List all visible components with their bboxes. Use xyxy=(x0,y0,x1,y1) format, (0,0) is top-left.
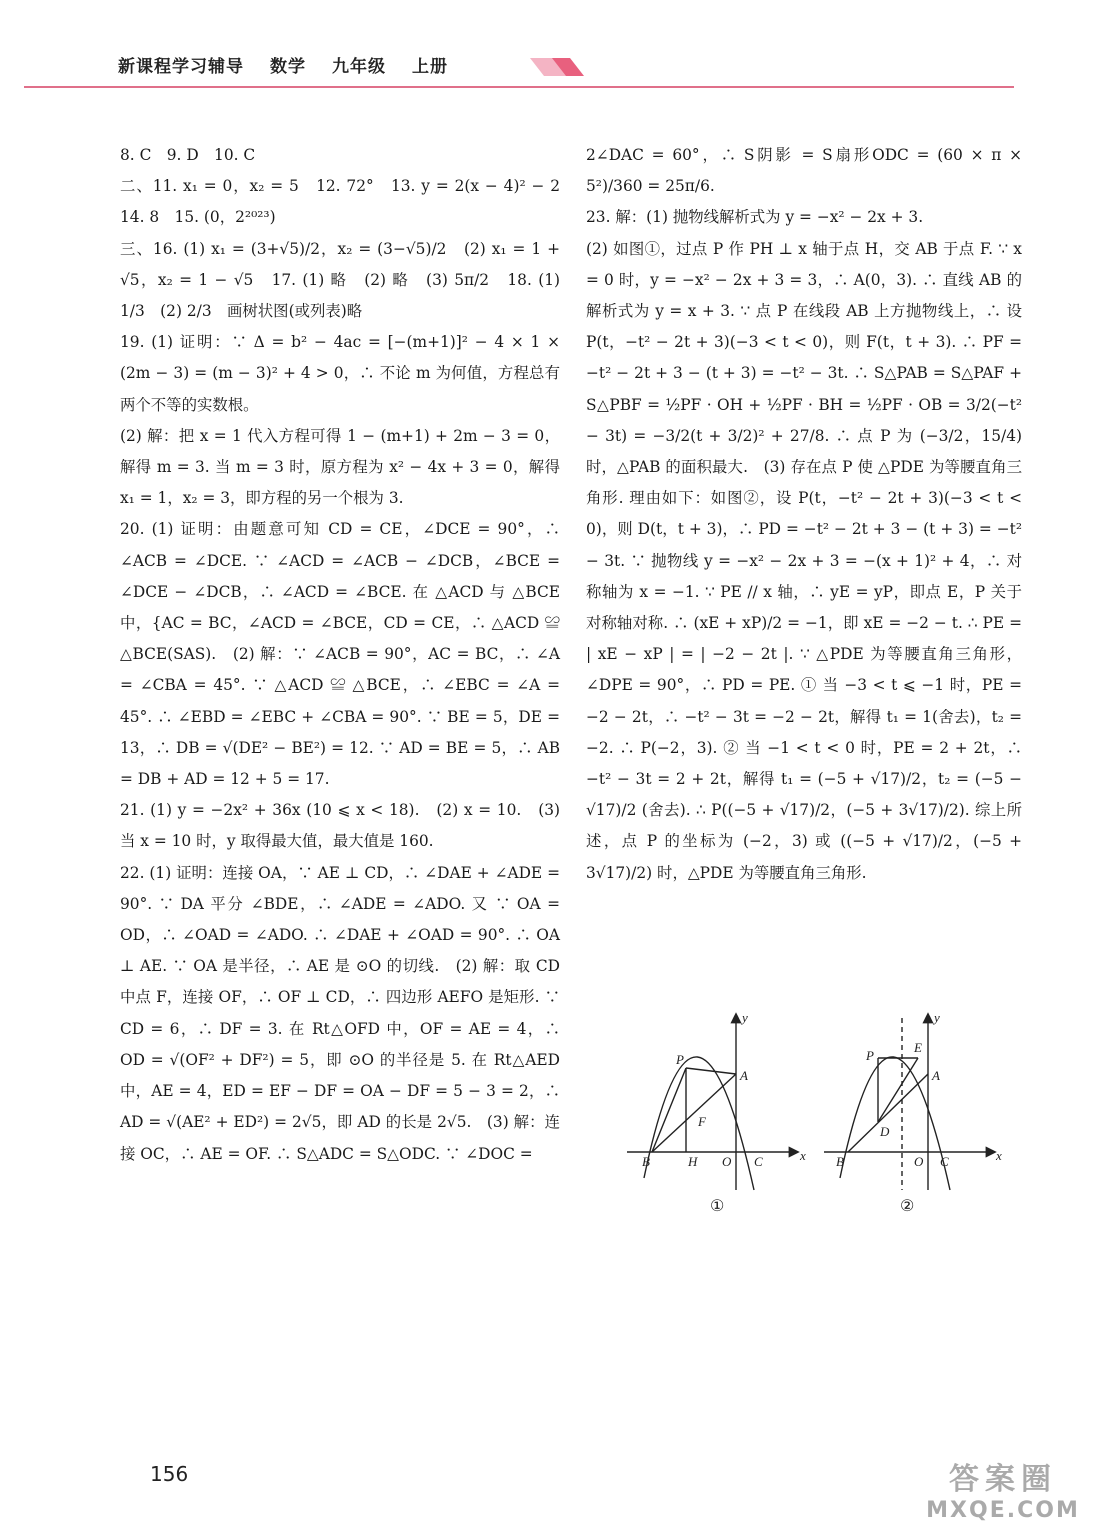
answers-8-10: 8. C 9. D 10. C xyxy=(120,146,256,164)
answer-22: 22. (1) 证明：连接 OA，∵ AE ⊥ CD，∴ ∠DAE + ∠ADE = 90°. ∵ DA 平分 ∠BDE，∴ ∠ADE = ∠ADO. 又 ∵ OA = OD，∴ ∠OAD = ∠ADO. ∴ ∠DAE + ∠OAD = 90°. ∴ OA ⊥ AE. ∵ OA 是半径，∴ AE 是 ⊙O 的切线. (2) 解：取 CD 中点 F，连接 OF，∴ OF ⊥ CD，∴ 四边形 AEFO 是矩形. ∵ CD = 6，∴ DF = 3. 在 Rt△OFD 中，OF = AE = 4，∴ OD = √(OF² + DF²) = 5，即 ⊙O 的半径是 5. 在 Rt△AED 中，AE = 4，ED = EF − DF = OA − DF = 5 − 3 = 2，∴ AD = √(AE² + ED²) = 2√5，即 AD 的长是 2√5. (3) 解：连接 OC，∴ AE = OF. ∴ S△ADC = S△ODC. ∵ ∠DOC = xyxy=(120,863,560,1163)
fig1-point-b: B xyxy=(642,1154,650,1169)
fig2-point-a: A xyxy=(932,1068,940,1083)
fig2-axis-y: y xyxy=(934,1010,940,1025)
volume: 上册 xyxy=(412,56,448,77)
fig1-point-h: H xyxy=(688,1154,698,1169)
fig1-point-a: A xyxy=(740,1068,748,1083)
fig2-point-b: B xyxy=(836,1154,844,1169)
fig2-point-e: E xyxy=(914,1040,922,1055)
answer-23-part2-3: (2) 如图①，过点 P 作 PH ⊥ x 轴于点 H，交 AB 于点 F. ∵ x = 0 时，y = −x² − 2x + 3 = 3，∴ A(0，3). ∴ 直线 AB 的解析式为 y = x + 3. ∵ 点 P 在线段 AB 上方抛物线上，∴ 设 P(t，−t² − 2t + 3)(−3 < t < 0)，则 F(t，t + 3). ∴ PF = −t² − 2t + 3 − (t + 3) = −t² − 3t. ∴ S△PAB = S△PAF + S△PBF = ½PF · OH + ½PF · BH = ½PF · OB = 3/2(−t² − 3t) = −3/2(t + 3/2)² + 27/8. ∴ 点 P 为 (−3/2，15/4) 时，△PAB 的面积最大. (3) 存在点 P 使 △PDE 为等腰直角三角形. 理由如下：如图②，设 P(t，−t² − 2t + 3)(−3 < t < 0)，则 D(t，t + 3)，∴ PD = −t² − 2t + 3 − (t + 3) = −t² − 3t. ∵ 抛物线 y = −x² − 2x + 3 = −(x + 1)² + 4，∴ 对称轴为 x = −1. ∵ PE // x 轴，∴ yE = yP，即点 E，P 关于对称轴对称. ∴ (xE + xP)/2 = −1，即 xE = −2 − t. ∴ PE = | xE − xP | = | −2 − 2t |. ∵ △PDE 为等腰直角三角形，∠DPE = 90°，∴ PD = PE. ① 当 −3 < t ⩽ −1 时，PE = −2 − 2t，∴ −t² − 3t = −2 − 2t，解得 t₁ = 1(舍去)，t₂ = −2. ∴ P(−2，3). ② 当 −1 < t < 0 时，PE = 2 + 2t，∴ −t² − 3t = 2 + 2t，解得 t₁ = (−5 + √17)/2，t₂ = (−5 − √17)/2 (舍去). ∴ P((−5 + √17)/2，(−5 + 3√17)/2). 综上所述，点 P 的坐标为 (−2，3) 或 ((−5 + √17)/2，(−5 + 3√17)/2) 时，△PDE 为等腰直角三角形. xyxy=(586,239,1022,882)
right-column xyxy=(586,140,1022,889)
header-divider xyxy=(24,86,1014,88)
fig1-point-p: P xyxy=(676,1052,684,1067)
answer-19-part2: (2) 解：把 x = 1 代入方程可得 1 − (m+1) + 2m − 3 = 0，解得 m = 3. 当 m = 3 时，原方程为 x² − 4x + 3 = 0，解得 x₁ = 1，x₂ = 3，即方程的另一个根为 3. xyxy=(120,426,560,508)
parabola-figures xyxy=(622,1010,1022,1230)
fig1-axis-x: x xyxy=(800,1148,806,1163)
watermark-main: 答案圈 xyxy=(949,1462,1057,1497)
watermark-logo xyxy=(918,1462,1088,1532)
fig2-point-o: O xyxy=(914,1154,924,1169)
grade: 九年级 xyxy=(332,56,386,77)
answer-23-part1: 23. 解：(1) 抛物线解析式为 y = −x² − 2x + 3. xyxy=(586,208,924,227)
figure-1-label: ① xyxy=(710,1196,725,1215)
fig2-point-c: C xyxy=(940,1154,949,1169)
answer-19-part1: 19. (1) 证明：∵ Δ = b² − 4ac = [−(m+1)]² − 4 × 1 × (2m − 3) = (m − 3)² + 4 > 0，∴ 不论 m 为何值，方程总有两个不等的实数根。 xyxy=(120,333,560,414)
fig2-axis-x: x xyxy=(996,1148,1002,1163)
fig1-point-c: C xyxy=(754,1154,763,1169)
fig1-axis-y: y xyxy=(742,1010,748,1025)
page-number: 156 xyxy=(150,1462,189,1486)
answer-20: 20. (1) 证明：由题意可知 CD = CE，∠DCE = 90°，∴ ∠ACB = ∠DCE. ∵ ∠ACD = ∠ACB − ∠DCB，∠BCE = ∠DCE − ∠DCB，∴ ∠ACD = ∠BCE. 在 △ACD 与 △BCE 中，{AC = BC，∠ACD = ∠BCE，CD = CE，∴ △ACD ≌ △BCE(SAS). (2) 解：∵ ∠ACB = 90°，AC = BC，∴ ∠A = ∠CBA = 45°. ∵ △ACD ≌ △BCE，∴ ∠EBC = ∠A = 45°. ∴ ∠EBD = ∠EBC + ∠CBA = 90°. ∵ BE = 5，DE = 13，∴ DB = √(DE² − BE²) = 12. ∵ AD = BE = 5，∴ AB = DB + AD = 12 + 5 = 17. xyxy=(120,520,560,789)
figure-2-label: ② xyxy=(900,1196,915,1215)
answer-22-continued: 2∠DAC = 60°，∴ S阴影 = S扇形ODC = (60 × π × 5²)/360 = 25π/6. xyxy=(586,146,1022,196)
header-decoration-icon xyxy=(530,54,590,80)
watermark-sub: MXQE.COM xyxy=(926,1498,1080,1523)
figure-2 xyxy=(824,1015,994,1190)
running-header xyxy=(118,48,448,80)
fig2-point-p: P xyxy=(866,1048,874,1063)
answers-11-15: 二、11. x₁ = 0，x₂ = 5 12. 72° 13. y = 2(x − 4)² − 2 14. 8 15. (0，2²⁰²³) xyxy=(120,177,576,227)
fig2-point-d: D xyxy=(880,1124,890,1139)
left-column xyxy=(120,140,576,1170)
figure-1 xyxy=(627,1015,797,1190)
subject: 数学 xyxy=(270,56,306,77)
fig1-point-o: O xyxy=(722,1154,732,1169)
series-title: 新课程学习辅导 xyxy=(118,56,244,77)
fig1-point-f: F xyxy=(698,1114,706,1129)
answer-21: 21. (1) y = −2x² + 36x (10 ⩽ x < 18). (2) x = 10. (3) 当 x = 10 时，y 取得最大值，最大值是 160. xyxy=(120,801,560,851)
answers-16-18: 三、16. (1) x₁ = (3+√5)/2，x₂ = (3−√5)/2 (2) x₁ = 1 + √5，x₂ = 1 − √5 17. (1) 略 (2) 略 (3) 5π/2 18. (1) 1/3 (2) 2/3 画树状图(或列表)略 xyxy=(120,239,560,321)
